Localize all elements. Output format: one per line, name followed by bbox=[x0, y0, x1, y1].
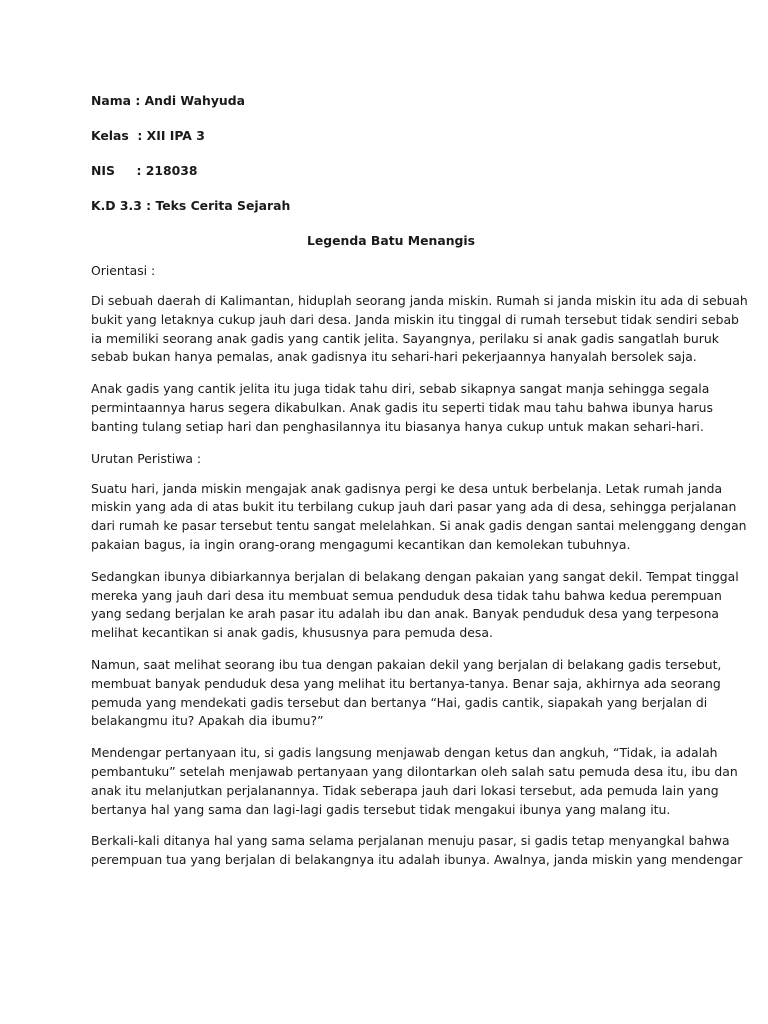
paragraph-line: Sedangkan ibunya dibiarkannya berjalan di belakang dengan pakaian yang sangat dekil. Tempat tinggal bbox=[91, 568, 739, 584]
paragraph-line: perempuan tua yang berjalan di belakangnya itu adalah ibunya. Awalnya, janda miskin yang mendengar bbox=[91, 852, 743, 868]
kd-text: K.D 3.3 : Teks Cerita Sejarah bbox=[91, 198, 291, 213]
paragraph-line: dari rumah ke pasar tersebut tentu sangat melelahkan. Si anak gadis dengan santai melenggang dengan bbox=[91, 518, 747, 534]
orientation-paragraph-2 bbox=[91, 380, 713, 436]
paragraph-line: Namun, saat melihat seorang ibu tua dengan pakaian dekil yang berjalan di belakang gadis tersebut, bbox=[91, 656, 722, 672]
document-title: Legenda Batu Menangis bbox=[306, 233, 476, 248]
paragraph-line: Anak gadis yang cantik jelita itu juga tidak tahu diri, sebab sikapnya sangat manja sehingga segala bbox=[91, 381, 710, 397]
paragraph-line: membuat banyak penduduk desa yang melihat itu bertanya-tanya. Benar saja, akhirnya ada seorang bbox=[91, 675, 721, 691]
paragraph-line: banting tulang setiap hari dan penghasilannya itu biasanya hanya cukup untuk makan sehari-hari. bbox=[91, 418, 704, 434]
student-name-line bbox=[91, 92, 691, 110]
paragraph-line: pemuda yang mendekati gadis tersebut dan bertanya “Hai, gadis cantik, siapakah yang berjalan di bbox=[91, 694, 708, 710]
sequence-paragraph-1 bbox=[91, 480, 747, 555]
paragraph-line: ia memiliki seorang anak gadis yang cantik jelita. Sayangnya, perilaku si anak gadis sangatlah buruk bbox=[91, 330, 719, 346]
paragraph-line: Berkali-kali ditanya hal yang sama selama perjalanan menuju pasar, si gadis tetap menyangkal bahwa bbox=[91, 833, 730, 849]
paragraph-line: yang sedang berjalan ke arah pasar itu adalah ibu dan anak. Banyak penduduk desa yang terpesona bbox=[91, 606, 720, 622]
paragraph-line: Mendengar pertanyaan itu, si gadis langsung menjawab dengan ketus dan angkuh, “Tidak, ia adalah bbox=[91, 745, 718, 761]
paragraph-line: bertanya hal yang sama dan lagi-lagi gadis tersebut tidak mengakui ibunya yang malang itu. bbox=[91, 801, 671, 817]
student-class-text: Kelas : XII IPA 3 bbox=[91, 128, 205, 143]
orientation-paragraph-1 bbox=[91, 292, 748, 367]
student-class-line bbox=[91, 127, 691, 145]
paragraph-line: Suatu hari, janda miskin mengajak anak gadisnya pergi ke desa untuk berbelanja. Letak rumah janda bbox=[91, 480, 723, 496]
sequence-heading: Urutan Peristiwa : bbox=[91, 450, 202, 466]
student-nis-line bbox=[91, 162, 691, 180]
orientation-heading: Orientasi : bbox=[91, 263, 156, 278]
paragraph-line: Di sebuah daerah di Kalimantan, hiduplah seorang janda miskin. Rumah si janda miskin itu ada di sebuah bbox=[91, 293, 748, 308]
paragraph-line: anak itu melanjutkan perjalanannya. Tidak seberapa jauh dari lokasi tersebut, ada pemuda lain yang bbox=[91, 782, 719, 798]
paragraph-line: pakaian bagus, ia ingin orang-orang mengagumi kecantikan dan kemolekan tubuhnya. bbox=[91, 536, 631, 552]
paragraph-line: belakangmu itu? Apakah dia ibumu?” bbox=[91, 713, 324, 729]
sequence-paragraph-2 bbox=[91, 568, 739, 643]
paragraph-line: mereka yang jauh dari desa itu membuat semua penduduk desa tidak tahu bahwa kedua perempuan bbox=[91, 587, 722, 603]
student-nis-text: NIS : 218038 bbox=[91, 163, 198, 178]
paragraph-line: bukit yang letaknya cukup jauh dari desa. Janda miskin itu tinggal di rumah tersebut tidak sendiri sebab bbox=[91, 311, 739, 327]
student-name-text: Nama : Andi Wahyuda bbox=[91, 93, 245, 108]
paragraph-line: permintaannya harus segera dikabulkan. Anak gadis itu seperti tidak mau tahu bahwa ibunya harus bbox=[91, 399, 713, 415]
kd-line bbox=[91, 197, 691, 215]
paragraph-line: miskin yang ada di atas bukit itu terbilang cukup jauh dari pasar yang ada di desa, sehingga perjalanan bbox=[91, 499, 737, 515]
document-page bbox=[91, 92, 748, 883]
sequence-paragraph-3 bbox=[91, 656, 722, 731]
paragraph-line: melihat kecantikan si anak gadis, khususnya para pemuda desa. bbox=[91, 625, 493, 641]
paragraph-line: sebab bukan hanya pemalas, anak gadisnya itu sehari-hari pekerjaannya hanyalah bersolek saja. bbox=[91, 349, 697, 365]
paragraph-line: pembantuku” setelah menjawab pertanyaan yang dilontarkan oleh salah satu pemuda desa itu, ibu dan bbox=[91, 763, 738, 779]
sequence-paragraph-5 bbox=[91, 832, 743, 870]
sequence-paragraph-4 bbox=[91, 744, 738, 819]
